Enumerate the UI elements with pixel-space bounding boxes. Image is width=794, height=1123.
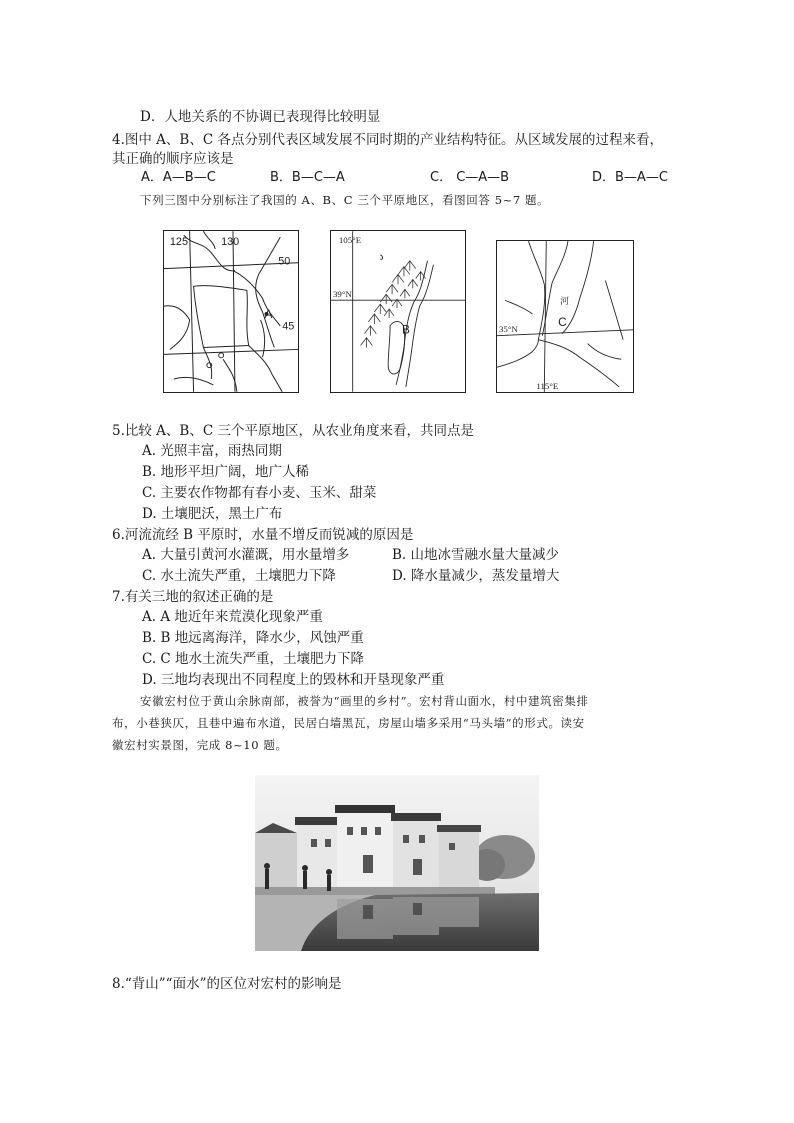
map-b-lat-label: 39°N [332, 289, 352, 300]
q6-stem: 6.河流流经 B 平原时，水量不增反而锐减的原因是 [112, 527, 414, 543]
map-c [496, 240, 634, 393]
map-a-point-label: A [264, 306, 273, 321]
q6-option-a: A. 大量引黄河水灌溉，用水量增多 [142, 547, 350, 563]
q6-option-d: D. 降水量减少，蒸发量增大 [392, 568, 560, 584]
map-b-lon-label: 105°E [338, 235, 362, 246]
q6-option-c: C. 水土流失严重，土壤肥力下降 [142, 568, 336, 584]
map-b-point-label: B [401, 322, 410, 337]
q4-option-d: D．B—A—C [592, 170, 668, 185]
map-a-lon2-label: 130 [221, 235, 240, 248]
intro-8-10-line1: 安徽宏村位于黄山余脉南部，被誉为“画里的乡村”。宏村背山面水，村中建筑密集排 [140, 694, 589, 708]
q5-option-d: D. 土壤肥沃，黑土广布 [142, 506, 283, 522]
q7-option-b: B. B 地远离海洋，降水少，风蚀严重 [142, 630, 364, 646]
map-c-lat-label: 35°N [498, 323, 518, 334]
map-a-drawing [164, 231, 298, 392]
map-c-river-label: 河 [560, 297, 569, 308]
intro-8-10-line2: 布，小巷狭仄，且巷中遍布水道，民居白墙黑瓦，房屋山墙多采用“马头墙”的形式。读安 [112, 716, 585, 730]
map-a-lat2-label: 45 [282, 320, 295, 333]
map-b [330, 230, 466, 393]
hongcun-photo-drawing [255, 775, 539, 951]
map-c-drawing [497, 241, 633, 392]
q4-option-c: C． C—A—B [430, 170, 510, 185]
map-b-drawing [331, 231, 465, 392]
q4-stem-line2: 其正确的顺序应该是 [112, 151, 234, 167]
map-a-lat1-label: 50 [278, 255, 291, 268]
q7-option-c: C. C 地水土流失严重，土壤肥力下降 [142, 651, 365, 667]
intro-5-7: 下列三图中分别标注了我国的 A、B、C 三个平原地区，看图回答 5~7 题。 [140, 193, 550, 207]
map-a [163, 230, 299, 393]
q8-stem: 8.“背山”“面水”的区位对宏村的影响是 [112, 976, 342, 992]
q4-stem-line1: 4.图中 A、B、C 各点分别代表区域发展不同时期的产业结构特征。从区域发展的过程来看， [112, 132, 663, 148]
map-c-point-label: C [558, 314, 567, 329]
q7-option-d: D. 三地均表现出不同程度上的毁林和开垦现象严重 [142, 672, 445, 688]
q4-option-a: A．A—B—C [141, 170, 216, 185]
q7-option-a: A. A 地近年来荒漠化现象严重 [142, 609, 323, 625]
q5-option-a: A. 光照丰富，雨热同期 [142, 443, 282, 459]
hongcun-photo [255, 775, 539, 951]
q5-stem: 5.比较 A、B、C 三个平原地区，从农业角度来看，共同点是 [112, 423, 474, 439]
q7-stem: 7.有关三地的叙述正确的是 [112, 589, 274, 605]
q6-option-b: B. 山地冰雪融水量大量减少 [392, 547, 560, 563]
q4-option-b: B．B—C—A [270, 170, 345, 185]
q5-option-c: C. 主要农作物都有春小麦、玉米、甜菜 [142, 485, 377, 501]
q3-option-d: D．人地关系的不协调已表现得比较明显 [140, 109, 381, 125]
q5-option-b: B. 地形平坦广阔，地广人稀 [142, 464, 310, 480]
map-c-lon-label: 115°E [536, 380, 559, 391]
intro-8-10-line3: 徽宏村实景图，完成 8~10 题。 [112, 738, 288, 752]
map-a-lon1-label: 125 [169, 235, 188, 248]
